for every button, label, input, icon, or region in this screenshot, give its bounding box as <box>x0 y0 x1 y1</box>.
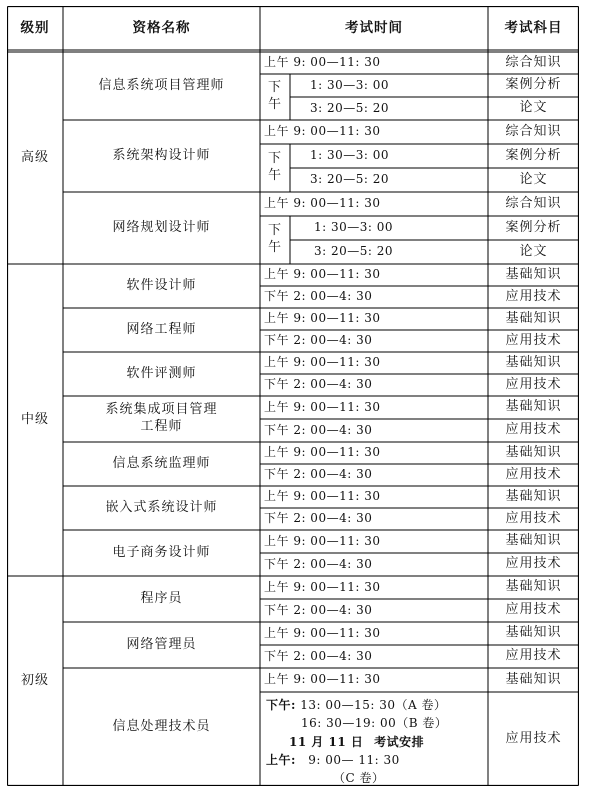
afternoon-label-top: 下 <box>267 223 282 239</box>
afternoon-time-1: 1: 30—3: 00 <box>310 148 390 163</box>
morning-time: 上午 9: 00—11: 30 <box>264 625 381 640</box>
subject-2: 应用技术 <box>505 288 562 304</box>
subject-1: 基础知识 <box>505 533 562 549</box>
afternoon-label <box>260 216 290 264</box>
afternoon-time: 下午 2: 00—4: 30 <box>264 648 373 663</box>
cert-name: 信息系统监理师 <box>112 455 211 471</box>
subject-2: 应用技术 <box>505 332 562 348</box>
subject-2: 案例分析 <box>505 147 562 163</box>
subject-2: 应用技术 <box>505 602 562 618</box>
afternoon-time-1: 1: 30—3: 00 <box>310 77 390 92</box>
subject-1: 基础知识 <box>505 354 562 370</box>
cert-name: 信息处理技术员 <box>112 718 211 734</box>
arrangement-date: 11 月 11 日 <box>289 735 364 749</box>
afternoon-time: 下午 2: 00—4: 30 <box>264 467 373 482</box>
afternoon-label-top: 下 <box>267 80 282 96</box>
exam-schedule-table <box>7 6 579 786</box>
subject-2: 应用技术 <box>505 730 562 746</box>
subject-1: 综合知识 <box>505 195 562 211</box>
subject-1: 基础知识 <box>505 399 562 415</box>
subject-1: 基础知识 <box>505 444 562 460</box>
subject-3: 论文 <box>519 243 548 259</box>
morning-time: 上午 9: 00—11: 30 <box>264 579 381 594</box>
cert-name: 系统架构设计师 <box>112 147 211 163</box>
afternoon-time: 下午 2: 00—4: 30 <box>264 289 373 304</box>
afternoon-time: 下午 2: 00—4: 30 <box>264 511 373 526</box>
subject-3: 论文 <box>519 171 548 187</box>
morning-label: 上午: <box>266 753 296 767</box>
subject-2: 应用技术 <box>505 648 562 664</box>
session-c-label: （C 卷） <box>333 771 385 785</box>
morning-time: 上午 9: 00—11: 30 <box>264 196 381 211</box>
subject-1: 基础知识 <box>505 625 562 641</box>
cert-name-line-2: 工程师 <box>140 419 183 434</box>
cert-name: 信息系统项目管理师 <box>98 77 225 93</box>
afternoon-label <box>260 74 290 120</box>
afternoon-time: 下午 2: 00—4: 30 <box>264 377 373 392</box>
info-proc-line-1 <box>266 696 447 713</box>
morning-time: 上午 9: 00—11: 30 <box>264 124 381 139</box>
subject-2: 应用技术 <box>505 556 562 572</box>
header-subject: 考试科目 <box>504 20 563 37</box>
afternoon-time-2: 3: 20—5: 20 <box>310 100 390 115</box>
info-proc-line-3 <box>289 733 424 750</box>
afternoon-label-bottom: 午 <box>267 97 282 112</box>
afternoon-time-2: 3: 20—5: 20 <box>310 172 390 187</box>
level-junior: 初级 <box>20 672 49 688</box>
cert-name-line-1: 系统集成项目管理 <box>105 402 218 418</box>
afternoon-time: 下午 2: 00—4: 30 <box>264 602 373 617</box>
afternoon-time-1: 1: 30—3: 00 <box>314 220 394 235</box>
afternoon-time: 下午 2: 00—4: 30 <box>264 556 373 571</box>
afternoon-label-bottom: 午 <box>267 168 282 183</box>
subject-2: 应用技术 <box>505 422 562 438</box>
morning-time: 上午 9: 00—11: 30 <box>264 672 381 687</box>
cert-name: 软件设计师 <box>126 277 197 293</box>
cert-name: 网络工程师 <box>126 321 197 337</box>
afternoon-time-2: 3: 20—5: 20 <box>314 244 394 259</box>
info-proc-line-4 <box>266 751 400 768</box>
session-b-time: 16: 30—19: 00（B 卷） <box>301 716 448 730</box>
level-senior: 高级 <box>20 149 49 165</box>
subject-2: 案例分析 <box>505 77 562 93</box>
header-time: 考试时间 <box>345 20 403 37</box>
afternoon-label-top: 下 <box>267 151 282 167</box>
arrangement-label: 考试安排 <box>374 735 425 749</box>
subject-3: 论文 <box>519 100 548 116</box>
afternoon-time: 下午 2: 00—4: 30 <box>264 422 373 437</box>
session-a-time: 13: 00—15: 30（A 卷） <box>300 698 447 712</box>
cert-name: 网络管理员 <box>126 636 197 652</box>
morning-time: 上午 9: 00—11: 30 <box>264 267 381 282</box>
header-level: 级别 <box>20 20 50 37</box>
session-c-time: 9: 00— 11: 30 <box>308 753 400 767</box>
cert-name: 软件评测师 <box>126 365 197 381</box>
subject-1: 基础知识 <box>505 579 562 595</box>
afternoon-label <box>260 144 290 192</box>
subject-2: 应用技术 <box>505 510 562 526</box>
afternoon-time: 下午 2: 00—4: 30 <box>264 333 373 348</box>
morning-time: 上午 9: 00—11: 30 <box>264 489 381 504</box>
subject-1: 综合知识 <box>505 54 562 70</box>
afternoon-label: 下午: <box>266 698 296 712</box>
morning-time: 上午 9: 00—11: 30 <box>264 355 381 370</box>
level-middle: 中级 <box>20 411 49 427</box>
header-name: 资格名称 <box>132 20 191 37</box>
subject-1: 基础知识 <box>505 266 562 282</box>
morning-time: 上午 9: 00—11: 30 <box>264 445 381 460</box>
cert-name: 电子商务设计师 <box>112 544 211 560</box>
cert-name: 程序员 <box>140 590 183 606</box>
subject-1: 基础知识 <box>505 488 562 504</box>
subject-2: 应用技术 <box>505 466 562 482</box>
cert-name: 网络规划设计师 <box>112 219 211 235</box>
subject-2: 应用技术 <box>505 376 562 392</box>
morning-time: 上午 9: 00—11: 30 <box>264 399 381 414</box>
cert-name <box>63 396 260 442</box>
morning-time: 上午 9: 00—11: 30 <box>264 55 381 70</box>
morning-time: 上午 9: 00—11: 30 <box>264 311 381 326</box>
morning-time: 上午 9: 00—11: 30 <box>264 533 381 548</box>
subject-2: 案例分析 <box>505 219 562 235</box>
subject-1: 基础知识 <box>505 310 562 326</box>
subject-1: 综合知识 <box>505 123 562 139</box>
subject-1: 基础知识 <box>505 671 562 687</box>
afternoon-label-bottom: 午 <box>267 240 282 255</box>
cert-name: 嵌入式系统设计师 <box>105 499 218 515</box>
